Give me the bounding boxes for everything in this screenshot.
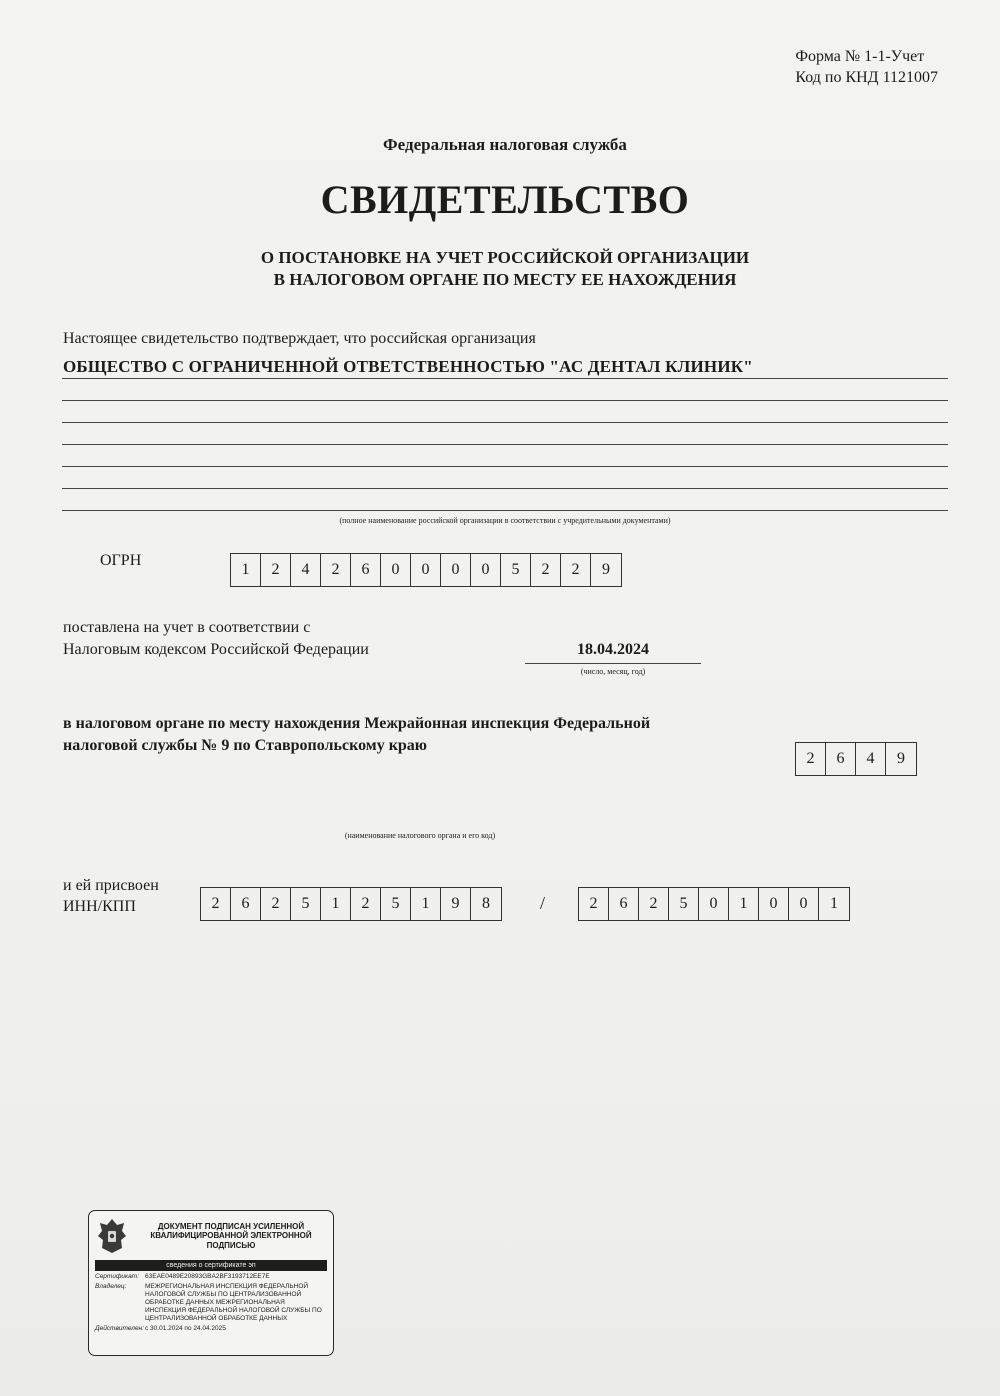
form-meta [795,46,938,88]
ogrn-digit-cell: 2 [261,554,291,586]
ogrn-digit-cell: 1 [231,554,261,586]
stamp-title: ДОКУМЕНТ ПОДПИСАН УСИЛЕННОЙ КВАЛИФИЦИРОВАННОЙ ЭЛЕКТРОННОЙ ПОДПИСЬЮ [150,1221,312,1250]
coat-of-arms-icon [95,1216,129,1256]
ogrn-digit-cell: 2 [531,554,561,586]
inn-digit-cell: 2 [261,888,291,920]
form-number: Форма № 1-1-Учет [795,48,925,65]
ogrn-digit-cell: 4 [291,554,321,586]
name-rule [62,444,948,445]
inn-kpp-label-line-1: и ей присвоен [63,877,159,894]
inn-kpp-separator: / [540,893,546,913]
kpp-digit-cell: 1 [830,895,838,912]
inn-digit-cell: 6 [231,888,261,920]
kpp-digit-cell: 2 [639,888,669,920]
ogrn-digit-cell: 2 [561,554,591,586]
ogrn-cells [230,553,622,587]
inn-cells [200,887,502,921]
organization-name: ОБЩЕСТВО С ОГРАНИЧЕННОЙ ОТВЕТСТВЕННОСТЬЮ "АС ДЕНТАЛ КЛИНИК" [63,357,753,376]
inn-digit-cell: 8 [482,895,490,912]
name-rule [62,400,948,401]
owner-row [95,1283,327,1323]
inn-digit-cell: 1 [321,888,351,920]
inn-digit-cell: 1 [411,888,441,920]
registration-line-2: Налоговым кодексом Российской Федерации [63,641,369,658]
certificate-label: Сертификат: [95,1273,139,1280]
ogrn-digit-cell: 0 [381,554,411,586]
stamp-bar: сведения о сертификате эп [95,1260,327,1271]
electronic-signature-stamp [88,1210,334,1356]
kpp-digit-cell: 6 [609,888,639,920]
kpp-digit-cell: 1 [729,888,759,920]
tax-office-code-digit-cell: 9 [897,750,905,767]
tax-office-line-1: в налоговом органе по месту нахождения Межрайонная инспекция Федеральной [63,715,651,732]
ogrn-digit-cell: 0 [471,554,501,586]
name-rule [62,466,948,467]
name-rule [62,510,948,511]
inn-kpp-label-line-2: ИНН/КПП [63,898,136,915]
document-title: СВИДЕТЕЛЬСТВО [320,177,690,222]
certificate-row [95,1273,327,1281]
subtitle-line-2: В НАЛОГОВОМ ОРГАНЕ ПО МЕСТУ ЕЕ НАХОЖДЕНИЯ [273,270,737,289]
validity-label: Действителен: [95,1325,144,1332]
name-rule [62,422,948,423]
kpp-digit-cell: 0 [759,888,789,920]
ogrn-digit-cell: 5 [501,554,531,586]
registration-date: 18.04.2024 [577,641,649,658]
tax-office-line-2: налоговой службы № 9 по Ставропольскому краю [63,737,428,754]
document-subtitle [0,247,1000,291]
tax-office-code-digit-cell: 6 [826,743,856,775]
tax-office-code-digit-cell: 4 [856,743,886,775]
tax-office-code-cells [795,742,917,776]
subtitle-line-1: О ПОСТАНОВКЕ НА УЧЕТ РОССИЙСКОЙ ОРГАНИЗАЦИИ [260,248,750,267]
validity-value: с 30.01.2024 по 24.04.2025 [145,1325,226,1332]
intro-text: Настоящее свидетельство подтверждает, что российская организация [63,330,536,347]
inn-digit-cell: 5 [291,888,321,920]
kpp-digit-cell: 0 [699,888,729,920]
ogrn-digit-cell: 2 [321,554,351,586]
kpp-cells [578,887,850,921]
kpp-digit-cell: 0 [789,888,819,920]
name-rule [62,488,948,489]
ogrn-digit-cell: 6 [351,554,381,586]
owner-label: Владелец: [95,1283,127,1290]
ogrn-digit-cell: 0 [441,554,471,586]
knd-code: Код по КНД 1121007 [795,69,938,86]
ogrn-digit-cell: 9 [602,561,610,578]
owner-value: МЕЖРЕГИОНАЛЬНАЯ ИНСПЕКЦИЯ ФЕДЕРАЛЬНОЙ НАЛОГОВОЙ СЛУЖБЫ ПО ЦЕНТРАЛИЗОВАННОЙ ОБРАБОТКЕ ДАННЫХ МЕЖРЕГИОНАЛЬНАЯ ИНСПЕКЦИЯ ФЕДЕРАЛЬНОЙ НАЛОГОВОЙ СЛУЖБЫ ПО ЦЕНТРАЛИЗОВАННОЙ ОБРАБОТКЕ ДАННЫХ [145,1283,322,1322]
tax-office-code-digit-cell: 2 [796,743,826,775]
inn-digit-cell: 2 [351,888,381,920]
ogrn-label: ОГРН [100,552,142,569]
inn-digit-cell: 5 [381,888,411,920]
tax-office-caption: (наименование налогового органа и его код) [344,831,496,840]
inn-digit-cell: 9 [441,888,471,920]
certificate-value: 63EAE0489E20893GBA2BF3193712EE7E [145,1273,270,1280]
kpp-digit-cell: 5 [669,888,699,920]
date-rule [525,663,701,664]
kpp-digit-cell: 2 [579,888,609,920]
inn-digit-cell: 2 [201,888,231,920]
name-caption: (полное наименование российской организации в соответствии с учредительными документами) [339,516,671,525]
name-rule [62,378,948,379]
agency-name: Федеральная налоговая служба [383,135,627,154]
date-caption: (число, месяц, год) [580,667,646,676]
registration-line-1: поставлена на учет в соответствии с [63,619,311,636]
validity-row [95,1325,327,1333]
ogrn-digit-cell: 0 [411,554,441,586]
